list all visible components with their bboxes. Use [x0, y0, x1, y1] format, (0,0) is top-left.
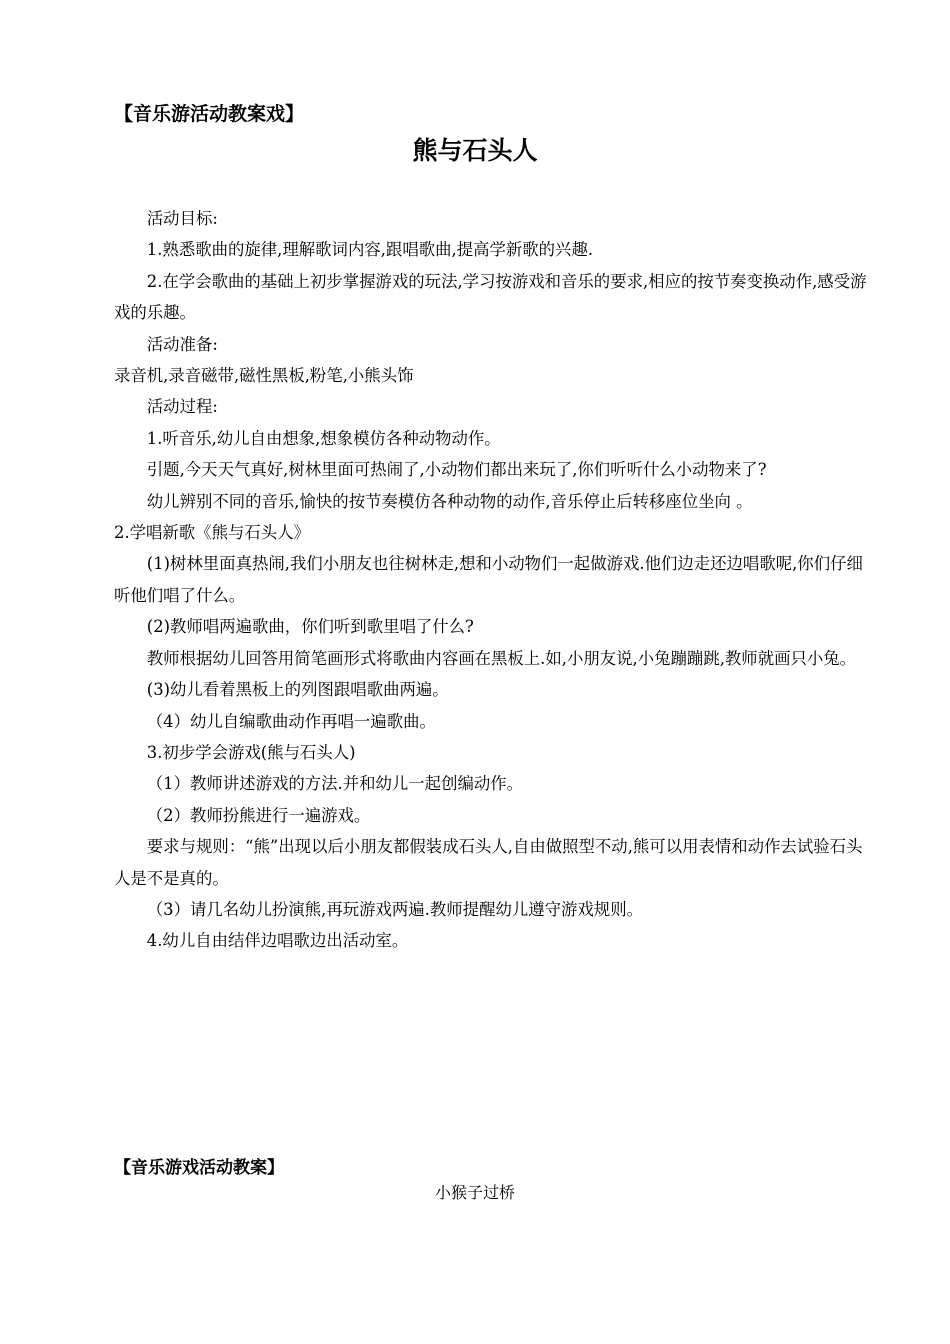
- document-title: 熊与石头人: [412, 136, 538, 165]
- paragraph: 教师根据幼儿回答用简笔画形式将歌曲内容画在黑板上.如,小朋友说,小兔蹦蹦跳,教师就画只小兔。: [146, 648, 857, 668]
- paragraph: （2）教师扮熊进行一遍游戏。: [146, 805, 371, 825]
- paragraph: (2)教师唱两遍歌曲，你们听到歌里唱了什么?: [146, 617, 474, 637]
- paragraph: 引题,今天天气真好,树林里面可热闹了,小动物们都出来玩了,你们听听什么小动物来了?: [146, 460, 767, 480]
- paragraph: 4.幼儿自由结伴边唱歌边出活动室。: [146, 931, 409, 951]
- paragraph: (3)幼儿看着黑板上的列图跟唱歌曲两遍。: [146, 680, 449, 700]
- paragraph: 录音机,录音磁带,磁性黑板,粉笔,小熊头饰: [114, 366, 414, 386]
- paragraph: 1.熟悉歌曲的旋律,理解歌词内容,跟唱歌曲,提高学新歌的兴趣.: [146, 240, 594, 260]
- paragraph: 幼儿辨别不同的音乐,愉快的按节奏模仿各种动物的动作,音乐停止后转移座位坐向 。: [146, 491, 753, 511]
- paragraph: 1.听音乐,幼儿自由想象,想象模仿各种动物动作。: [146, 428, 501, 448]
- paragraph-prep-heading: 活动准备:: [146, 334, 218, 354]
- paragraph: 要求与规则：“熊”出现以后小朋友都假装成石头人,自由做照型不动,熊可以用表情和动作去试验石头人是不是真的。: [114, 837, 863, 888]
- section-header: 【音乐游戏活动教案】: [114, 1158, 284, 1178]
- paragraph: (1)树林里面真热闹,我们小朋友也往树林走,想和小动物们一起做游戏.他们边走还边唱歌呢,你们仔细听他们唱了什么。: [114, 554, 863, 605]
- paragraph: （3）请几名幼儿扮演熊,再玩游戏两遍.教师提醒幼儿遵守游戏规则。: [146, 899, 643, 919]
- paragraph: 3.初步学会游戏(熊与石头人): [146, 742, 356, 762]
- paragraph: （1）教师讲述游戏的方法.并和幼儿一起创编动作。: [146, 774, 524, 794]
- paragraph-process-heading: 活动过程:: [146, 397, 218, 417]
- section-header: 【音乐游活动教案戏】: [114, 103, 305, 125]
- paragraph: 2.在学会歌曲的基础上初步掌握游戏的玩法,学习按游戏和音乐的要求,相应的按节奏变换动作,感受游戏的乐趣。: [114, 271, 867, 323]
- document-body: [114, 203, 874, 957]
- paragraph-goals-heading: 活动目标:: [146, 209, 218, 228]
- paragraph: 2.学唱新歌《熊与石头人》: [114, 523, 310, 543]
- paragraph: （4）幼儿自编歌曲动作再唱一遍歌曲。: [146, 711, 436, 731]
- section-title: 小猴子过桥: [434, 1183, 515, 1202]
